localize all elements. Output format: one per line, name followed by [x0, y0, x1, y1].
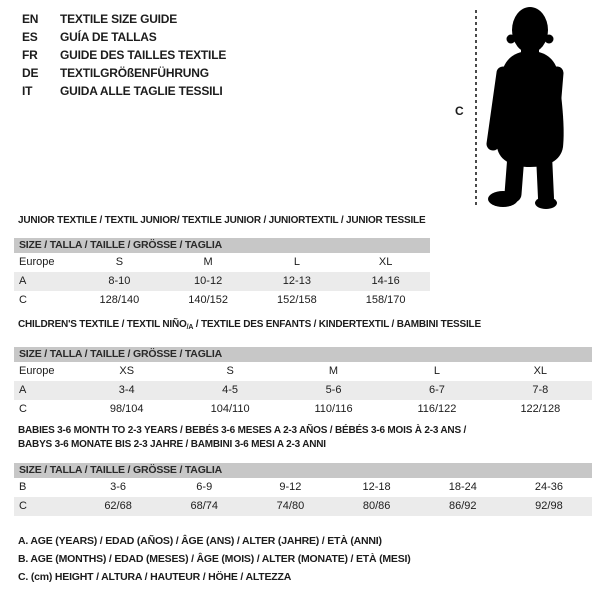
size-header-bar: SIZE / TALLA / TAILLE / GRÖSSE / TAGLIA: [14, 463, 592, 478]
babies-title-line1: BABIES 3-6 MONTH TO 2-3 YEARS / BEBÉS 3-6 MESES A 2-3 AÑOS / BÉBÉS 3-6 MOIS À 2-3 ANS /: [18, 425, 467, 436]
language-label: TEXTILE SIZE GUIDE: [60, 12, 178, 26]
table-cell: 158/170: [365, 294, 406, 306]
language-code: DE: [22, 66, 39, 80]
babies-table: [14, 463, 592, 516]
table-cell: 110/116: [314, 403, 353, 415]
row-label-cell: B: [19, 481, 27, 493]
footnotes-block: [18, 532, 411, 586]
children-title-suffix: / TEXTILE DES ENFANTS / KINDERTEXTIL / BAMBINI TESSILE: [193, 319, 481, 330]
language-row-it: [22, 82, 226, 100]
table-cell: 74/80: [276, 500, 305, 512]
table-cell: 140/152: [188, 294, 228, 306]
table-cell: 3-6: [110, 481, 127, 493]
language-row-en: [22, 10, 226, 28]
table-row: [14, 497, 592, 516]
row-label-cell: A: [19, 275, 27, 287]
footnote-c: C. (cm) HEIGHT / ALTURA / HAUTEUR / HÖHE / ALTEZZA: [18, 571, 292, 583]
language-row-de: [22, 64, 226, 82]
table-cell: 7-8: [532, 384, 549, 396]
table-cell: M: [203, 256, 213, 268]
table-cell: S: [115, 256, 124, 268]
table-cell: L: [293, 256, 300, 268]
table-row: [14, 478, 592, 497]
language-row-fr: [22, 46, 226, 64]
row-label-cell: Europe: [19, 256, 55, 268]
table-cell: 80/86: [362, 500, 391, 512]
table-cell: 92/98: [535, 500, 563, 512]
table-cell: 116/122: [417, 403, 457, 415]
table-cell: XL: [533, 365, 548, 377]
table-cell: 104/110: [210, 403, 250, 415]
size-header-bar: SIZE / TALLA / TAILLE / GRÖSSE / TAGLIA: [14, 238, 430, 253]
table-cell: 86/92: [449, 500, 477, 512]
size-header-bar: SIZE / TALLA / TAILLE / GRÖSSE / TAGLIA: [14, 347, 592, 362]
row-label-cell: Europe: [19, 365, 55, 377]
junior-section-title: JUNIOR TEXTILE / TEXTIL JUNIOR/ TEXTILE JUNIOR / JUNIORTEXTIL / JUNIOR TESSILE: [18, 215, 426, 226]
table-cell: 8-10: [108, 275, 131, 287]
junior-table: [14, 238, 430, 310]
table-cell: 24-36: [534, 481, 564, 493]
table-cell: 4-5: [222, 384, 239, 396]
table-row: [14, 381, 592, 400]
table-cell: 12-18: [362, 481, 391, 493]
footnote-a: A. AGE (YEARS) / EDAD (AÑOS) / ÂGE (ANS) / ALTER (JAHRE) / ETÀ (ANNI): [18, 535, 382, 547]
row-label-cell: C: [19, 500, 27, 512]
table-cell: 128/140: [99, 294, 140, 306]
table-row: [14, 291, 430, 310]
table-cell: 98/104: [109, 403, 144, 415]
language-label: GUIDA ALLE TAGLIE TESSILI: [60, 84, 223, 98]
table-row: [14, 253, 430, 272]
row-label-cell: C: [19, 294, 27, 306]
table-cell: 18-24: [448, 481, 477, 493]
table-cell: XS: [119, 365, 135, 377]
table-cell: 10-12: [194, 275, 223, 287]
language-code: ES: [22, 30, 38, 44]
table-cell: XL: [378, 256, 393, 268]
table-cell: M: [328, 365, 339, 377]
row-label-cell: A: [19, 384, 27, 396]
table-cell: S: [226, 365, 234, 377]
table-cell: 6-7: [428, 384, 445, 396]
height-dashed-line: [475, 10, 477, 206]
table-cell: 68/74: [190, 500, 219, 512]
table-cell: 152/158: [276, 294, 317, 306]
language-title-block: [22, 10, 226, 100]
table-cell: 3-4: [118, 384, 135, 396]
language-code: FR: [22, 48, 38, 62]
language-label: GUÍA DE TALLAS: [60, 30, 157, 44]
language-label: TEXTILGRÖßENFÜHRUNG: [60, 66, 209, 80]
table-cell: 9-12: [279, 481, 302, 493]
language-code: IT: [22, 84, 33, 98]
table-cell: 122/128: [520, 403, 561, 415]
children-table: [14, 347, 592, 419]
table-cell: 5-6: [325, 384, 342, 396]
babies-title-line2: BABYS 3-6 MONATE BIS 2-3 JAHRE / BAMBINI 3-6 MESI A 2-3 ANNI: [18, 439, 326, 450]
table-row: [14, 400, 592, 419]
table-row: [14, 362, 592, 381]
row-label-cell: C: [19, 403, 27, 415]
children-title-prefix: CHILDREN'S TEXTILE / TEXTIL NIÑO: [18, 319, 187, 330]
language-code: EN: [22, 12, 39, 26]
height-marker-label: C: [455, 104, 464, 118]
language-row-es: [22, 28, 226, 46]
language-label: GUIDE DES TAILLES TEXTILE: [60, 48, 227, 62]
table-cell: 62/68: [104, 500, 132, 512]
baby-silhouette-icon: [481, 5, 579, 211]
table-cell: 6-9: [196, 481, 213, 493]
children-title-subscript: /A: [186, 324, 194, 331]
footnote-b: B. AGE (MONTHS) / EDAD (MESES) / ÂGE (MOIS) / ALTER (MONATE) / ETÀ (MESI): [18, 553, 411, 565]
table-row: [14, 272, 430, 291]
table-cell: 14-16: [371, 275, 400, 287]
table-cell: 12-13: [282, 275, 311, 287]
children-section-title: [18, 318, 481, 333]
table-cell: L: [433, 365, 440, 377]
babies-section-title: [18, 424, 466, 452]
